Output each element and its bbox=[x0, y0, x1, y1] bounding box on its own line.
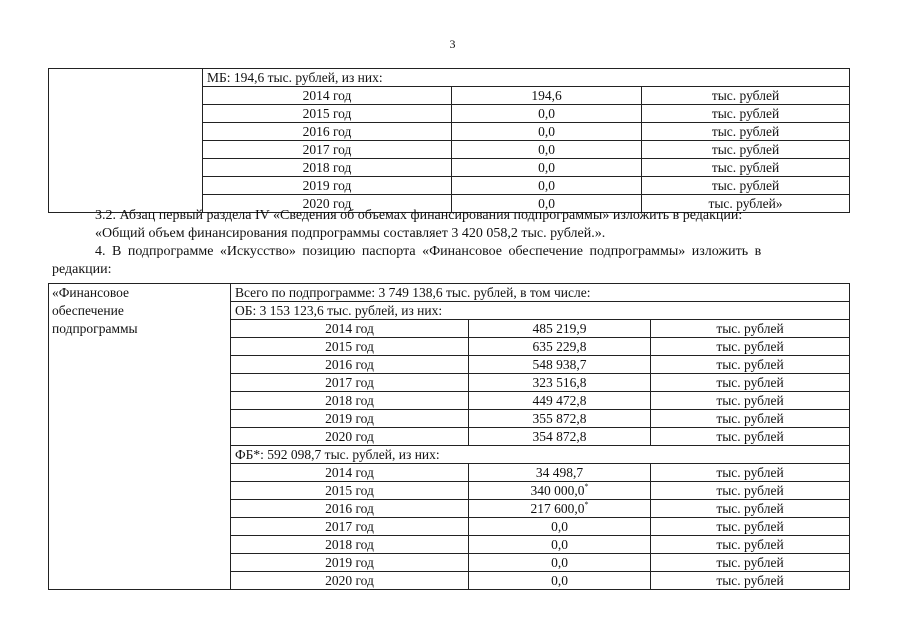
value-cell bbox=[469, 482, 651, 500]
unit-cell: тыс. рублей bbox=[642, 123, 850, 141]
unit-cell: тыс. рублей bbox=[642, 105, 850, 123]
year-cell: 2015 год bbox=[203, 105, 452, 123]
year-cell: 2016 год bbox=[203, 123, 452, 141]
unit-cell: тыс. рублей bbox=[642, 141, 850, 159]
footnote-mark: * bbox=[584, 500, 589, 509]
value-cell: 0,0 bbox=[452, 105, 642, 123]
unit-cell: тыс. рублей bbox=[651, 410, 850, 428]
year-cell: 2018 год bbox=[231, 536, 469, 554]
unit-cell: тыс. рублей bbox=[651, 392, 850, 410]
value-text: 217 600,0 bbox=[530, 501, 585, 516]
footnote-mark: * bbox=[584, 482, 589, 491]
year-cell: 2020 год bbox=[231, 428, 469, 446]
year-cell: 2016 год bbox=[231, 500, 469, 518]
value-text: 485 219,9 bbox=[532, 321, 587, 336]
value-text: 635 229,8 bbox=[532, 339, 587, 354]
year-cell: 2014 год bbox=[203, 87, 452, 105]
year-cell: 2017 год bbox=[231, 374, 469, 392]
year-cell: 2018 год bbox=[203, 159, 452, 177]
unit-cell: тыс. рублей bbox=[651, 518, 850, 536]
value-cell bbox=[469, 392, 651, 410]
total-header: Всего по подпрограмме: 3 749 138,6 тыс. рублей, в том числе: bbox=[231, 284, 850, 302]
value-cell bbox=[469, 572, 651, 590]
value-cell: 0,0 bbox=[452, 159, 642, 177]
empty-label-cell bbox=[49, 69, 203, 213]
year-cell: 2015 год bbox=[231, 338, 469, 356]
value-cell: 0,0 bbox=[452, 141, 642, 159]
value-text: 548 938,7 bbox=[532, 357, 587, 372]
year-cell: 2018 год bbox=[231, 392, 469, 410]
unit-cell: тыс. рублей bbox=[651, 500, 850, 518]
value-text: 354 872,8 bbox=[532, 429, 587, 444]
value-text: 0,0 bbox=[551, 555, 568, 570]
year-cell: 2016 год bbox=[231, 356, 469, 374]
paragraph-3-2: 3.2. Абзац первый раздела IV «Сведения об объемах финансирования подпрограммы» изложить в редакции: bbox=[95, 208, 743, 223]
value-cell bbox=[469, 338, 651, 356]
paragraph-total: «Общий объем финансирования подпрограммы составляет 3 420 058,2 тыс. рублей.». bbox=[95, 226, 606, 241]
unit-cell: тыс. рублей bbox=[651, 464, 850, 482]
table-row bbox=[49, 284, 850, 302]
unit-cell: тыс. рублей bbox=[642, 159, 850, 177]
unit-cell: тыс. рублей bbox=[651, 338, 850, 356]
value-cell: 0,0 bbox=[452, 195, 642, 213]
funding-label-cell bbox=[49, 284, 231, 590]
value-cell bbox=[469, 374, 651, 392]
unit-cell: тыс. рублей bbox=[642, 87, 850, 105]
mb-funding-table bbox=[48, 68, 850, 213]
value-cell: 0,0 bbox=[452, 123, 642, 141]
value-cell: 194,6 bbox=[452, 87, 642, 105]
unit-cell: тыс. рублей bbox=[651, 572, 850, 590]
year-cell: 2019 год bbox=[203, 177, 452, 195]
year-cell: 2017 год bbox=[203, 141, 452, 159]
value-cell bbox=[469, 554, 651, 572]
paragraph-4: 4. В подпрограмме «Искусство» позицию паспорта «Финансовое обеспечение подпрограммы» изложить в bbox=[95, 244, 762, 259]
value-cell bbox=[469, 428, 651, 446]
year-cell: 2019 год bbox=[231, 554, 469, 572]
unit-cell: тыс. рублей bbox=[651, 536, 850, 554]
unit-cell: тыс. рублей» bbox=[642, 195, 850, 213]
value-cell bbox=[469, 536, 651, 554]
unit-cell: тыс. рублей bbox=[642, 177, 850, 195]
value-text: 355 872,8 bbox=[532, 411, 587, 426]
year-cell: 2014 год bbox=[231, 464, 469, 482]
table-row bbox=[49, 69, 850, 87]
year-cell: 2017 год bbox=[231, 518, 469, 536]
ob-header: ОБ: 3 153 123,6 тыс. рублей, из них: bbox=[231, 302, 850, 320]
unit-cell: тыс. рублей bbox=[651, 482, 850, 500]
mb-header: МБ: 194,6 тыс. рублей, из них: bbox=[203, 69, 850, 87]
value-text: 323 516,8 bbox=[532, 375, 587, 390]
year-cell: 2020 год bbox=[203, 195, 452, 213]
value-text: 0,0 bbox=[551, 537, 568, 552]
value-cell bbox=[469, 320, 651, 338]
year-cell: 2015 год bbox=[231, 482, 469, 500]
value-text: 340 000,0 bbox=[530, 483, 585, 498]
label-line: подпрограммы bbox=[52, 321, 138, 336]
value-cell bbox=[469, 410, 651, 428]
value-text: 0,0 bbox=[551, 573, 568, 588]
art-funding-table bbox=[48, 283, 850, 590]
value-cell bbox=[469, 518, 651, 536]
unit-cell: тыс. рублей bbox=[651, 320, 850, 338]
page-number: 3 bbox=[449, 37, 456, 51]
paragraph-4-cont: редакции: bbox=[52, 262, 112, 277]
year-cell: 2014 год bbox=[231, 320, 469, 338]
label-line: обеспечение bbox=[52, 303, 124, 318]
unit-cell: тыс. рублей bbox=[651, 428, 850, 446]
fb-header: ФБ*: 592 098,7 тыс. рублей, из них: bbox=[231, 446, 850, 464]
year-cell: 2019 год bbox=[231, 410, 469, 428]
value-cell bbox=[469, 356, 651, 374]
year-cell: 2020 год bbox=[231, 572, 469, 590]
value-text: 34 498,7 bbox=[535, 465, 584, 480]
value-cell bbox=[469, 464, 651, 482]
value-cell: 0,0 bbox=[452, 177, 642, 195]
unit-cell: тыс. рублей bbox=[651, 356, 850, 374]
unit-cell: тыс. рублей bbox=[651, 554, 850, 572]
value-text: 449 472,8 bbox=[532, 393, 587, 408]
value-text: 0,0 bbox=[551, 519, 568, 534]
label-line: «Финансовое bbox=[52, 285, 130, 300]
value-cell bbox=[469, 500, 651, 518]
unit-cell: тыс. рублей bbox=[651, 374, 850, 392]
